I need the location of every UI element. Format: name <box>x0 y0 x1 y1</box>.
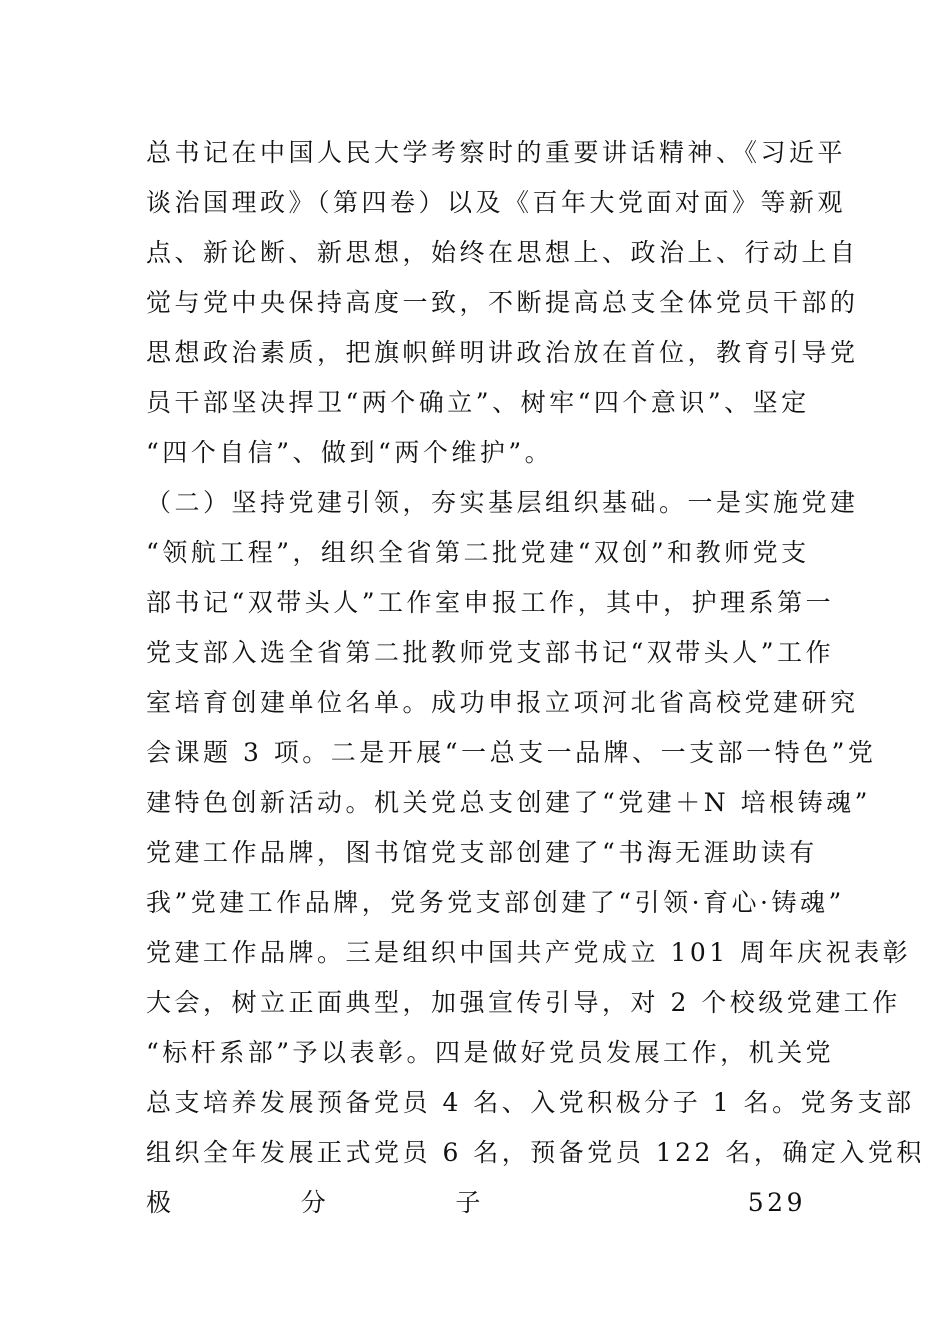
text-line <box>146 1228 806 1278</box>
text-line: “标杆系部”予以表彰。四是做好党员发展工作，机关党 <box>146 1038 835 1067</box>
text-line: 会课题 3 项。二是开展“一总支一品牌、一支部一特色”党 <box>146 738 877 767</box>
text-line: 谈治国理政》（第四卷）以及《百年大党面对面》等新观 <box>146 188 847 217</box>
text-line: 觉与党中央保持高度一致，不断提高总支全体党员干部的 <box>146 288 859 317</box>
text-line: 室培育创建单位名单。成功申报立项河北省高校党建研究 <box>146 688 859 717</box>
text-line: 员干部坚决捍卫“两个确立”、树牢“四个意识”、坚定 <box>146 388 810 417</box>
text-line: 党建工作品牌。三是组织中国共产党成立 101 周年庆祝表彰 <box>146 938 912 967</box>
text-line: 点、新论断、新思想，始终在思想上、政治上、行动上自 <box>146 238 859 267</box>
text-line: 总书记在中国人民大学考察时的重要讲话精神、《习近平 <box>146 138 847 167</box>
text-line: 总支培养发展预备党员 4 名、入党积极分子 1 名。党务支部 <box>146 1088 915 1117</box>
document-body <box>146 128 925 1278</box>
text-line: 思想政治素质，把旗帜鲜明讲政治放在首位，教育引导党 <box>146 338 859 367</box>
text-line: （二）坚持党建引领，夯实基层组织基础。一是实施党建 <box>146 488 859 517</box>
text-line: 党建工作品牌，图书馆党支部创建了“书海无涯助读有 <box>146 838 818 867</box>
text-line: 大会，树立正面典型，加强宣传引导，对 2 个校级党建工作 <box>146 988 901 1017</box>
text-line: “四个自信”、做到“两个维护”。 <box>146 438 554 467</box>
paragraph-2 <box>146 478 925 1278</box>
paragraph-1 <box>146 128 859 478</box>
text-line: 极分子 529 <box>146 1188 806 1217</box>
text-line: 我”党建工作品牌，党务党支部创建了“引领·育心·铸魂” <box>146 888 845 917</box>
text-line: 部书记“双带头人”工作室申报工作，其中，护理系第一 <box>146 588 835 617</box>
text-line: “领航工程”，组织全省第二批党建“双创”和教师党支 <box>146 538 810 567</box>
text-line: 建特色创新活动。机关党总支创建了“党建＋N 培根铸魂” <box>146 788 871 817</box>
text-line: 组织全年发展正式党员 6 名，预备党员 122 名，确定入党积 <box>146 1138 925 1167</box>
text-line: 党支部入选全省第二批教师党支部书记“双带头人”工作 <box>146 638 835 667</box>
